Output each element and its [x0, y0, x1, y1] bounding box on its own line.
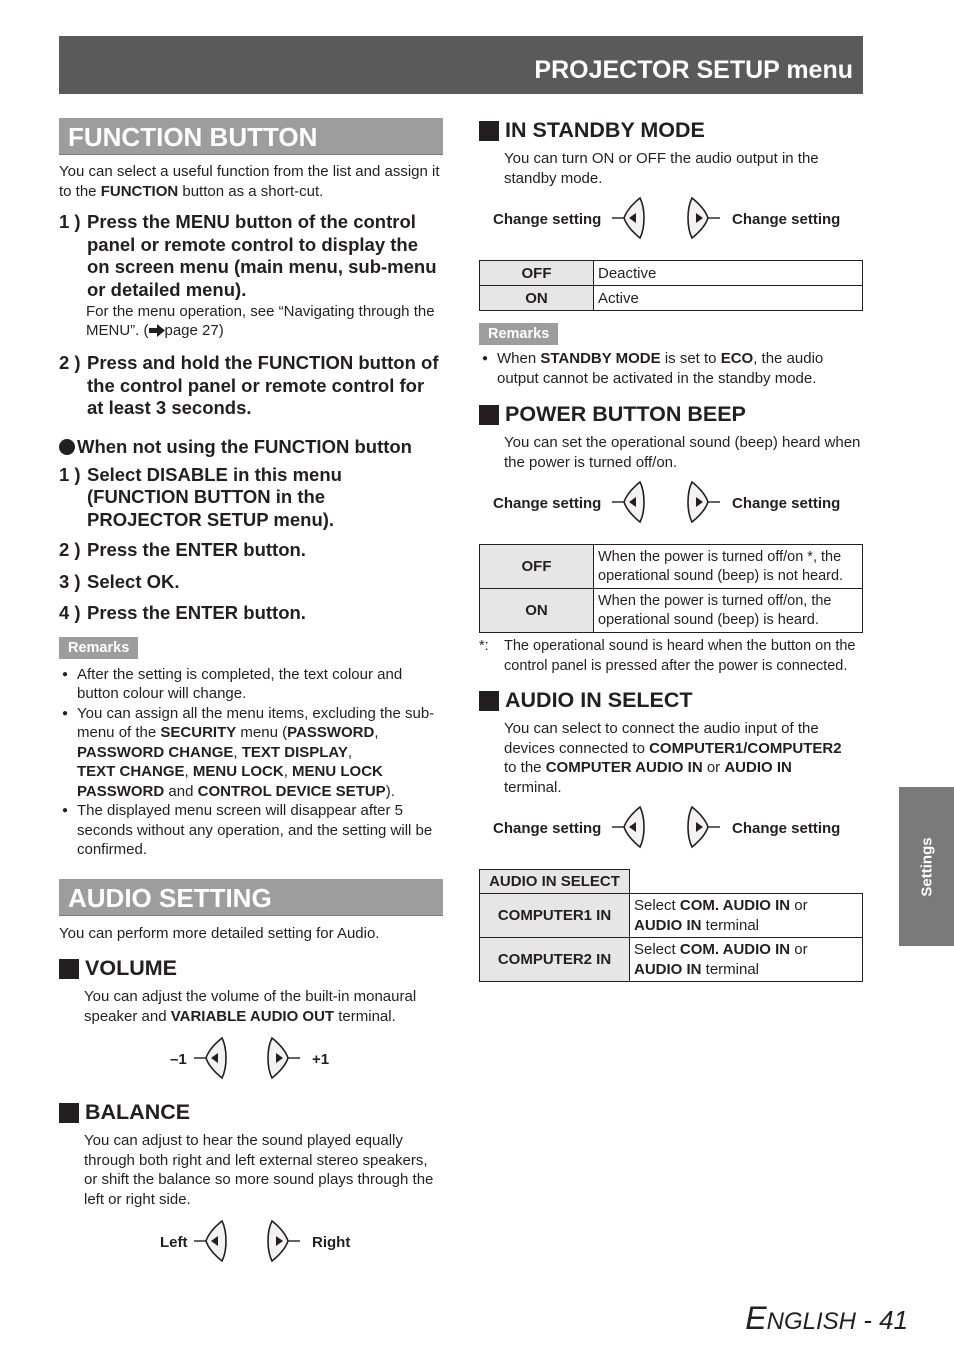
volume-desc	[84, 987, 443, 1026]
text: or	[790, 897, 808, 914]
in-standby-mode-desc: You can turn ON or OFF the audio output in the standby mode.	[504, 150, 819, 187]
step-number: 4 )	[59, 602, 81, 623]
footer-language: NGLISH	[766, 1308, 856, 1335]
power-button-beep-control	[479, 480, 863, 530]
step-text: Select DISABLE in this menu (FUNCTION BUTTON in the PROJECTOR SETUP menu).	[87, 463, 342, 530]
text: and	[164, 782, 198, 800]
power-button-beep-footnote	[479, 637, 863, 676]
in-standby-mode-table	[479, 260, 863, 311]
left-arrow-button-icon[interactable]	[194, 1036, 230, 1082]
text: to the	[504, 759, 546, 776]
power-button-beep-heading	[479, 402, 863, 427]
left-column	[59, 118, 443, 1269]
table-value-cell	[630, 894, 863, 938]
volume-title: VOLUME	[85, 956, 177, 980]
table-value-cell: When the power is turned off/on, the operational sound (beep) is heard.	[594, 589, 863, 633]
balance-title: BALANCE	[85, 1100, 191, 1124]
bold-text: COMPUTER1/COMPUTER2	[649, 739, 842, 757]
in-standby-mode-heading	[479, 118, 863, 143]
table-value-cell: When the power is turned off/on *, the operational sound (beep) is not heard.	[594, 545, 863, 589]
table-row	[480, 589, 863, 633]
balance-heading	[59, 1100, 443, 1125]
text: Select	[634, 897, 680, 914]
not-using-heading-text: When not using the FUNCTION button	[77, 435, 412, 457]
step-number: 3 )	[59, 570, 81, 592]
bold-text: CONTROL DEVICE SETUP	[197, 782, 386, 800]
change-setting-label: Change setting	[493, 495, 602, 512]
table-row	[480, 261, 863, 286]
square-bullet-icon	[479, 405, 499, 425]
page-header	[59, 36, 863, 94]
bold-text: TEXT CHANGE	[77, 763, 185, 780]
text: ).	[385, 782, 395, 800]
not-using-heading	[59, 436, 443, 458]
text: or	[790, 941, 808, 958]
balance-desc: You can adjust to hear the sound played equally through both right and left external stereo speakers, or shift the balance so more sound plays through the left or right side.	[84, 1132, 434, 1208]
balance-right-label: Right	[312, 1234, 351, 1251]
bold-text: COM. AUDIO IN	[679, 897, 791, 914]
text: is set to	[660, 350, 721, 367]
remark-item	[479, 349, 863, 388]
left-arrow-button-icon[interactable]	[194, 1219, 230, 1265]
table-value-cell	[630, 938, 863, 982]
bold-text: PASSWORD CHANGE	[77, 743, 234, 761]
note-text: page 27)	[164, 322, 224, 339]
bullet-icon: ●	[482, 353, 489, 364]
bullet-dot-icon	[59, 439, 75, 455]
square-bullet-icon	[479, 691, 499, 711]
table-key-cell: ON	[480, 589, 594, 633]
not-using-step-2	[59, 539, 443, 562]
square-bullet-icon	[479, 121, 499, 141]
audio-in-select-title: AUDIO IN SELECT	[505, 688, 693, 712]
text: When	[497, 350, 541, 367]
power-button-beep-table	[479, 544, 863, 633]
table-key-cell: COMPUTER1 IN	[480, 894, 630, 938]
bold-text: PASSWORD	[287, 724, 375, 741]
text: ,	[283, 763, 293, 780]
bold-text: STANDBY MODE	[540, 350, 661, 367]
remark-text	[77, 704, 443, 802]
right-arrow-button-icon[interactable]	[686, 805, 722, 851]
volume-plus-label: +1	[312, 1051, 330, 1068]
audio-setting-intro: You can perform more detailed setting for Audio.	[59, 924, 380, 942]
table-key-cell: OFF	[480, 545, 594, 589]
text: ,	[233, 743, 242, 761]
volume-control	[59, 1036, 443, 1086]
table-row	[480, 938, 863, 982]
text: menu (	[236, 724, 288, 741]
text: terminal.	[504, 778, 562, 796]
remarks-label: Remarks	[479, 323, 558, 345]
balance-control	[59, 1219, 443, 1269]
table-key-cell: OFF	[480, 261, 594, 286]
audio-in-select-control	[479, 805, 863, 855]
remark-item	[59, 704, 443, 802]
square-bullet-icon	[59, 959, 79, 979]
remarks-block	[59, 637, 443, 860]
footnote-mark: *:	[479, 638, 489, 654]
right-arrow-button-icon[interactable]	[686, 196, 722, 242]
step-1-note	[86, 302, 443, 342]
table-key-cell: ON	[480, 286, 594, 311]
function-button-title: FUNCTION BUTTON	[59, 118, 443, 155]
text: terminal	[701, 960, 760, 978]
volume-heading	[59, 956, 443, 981]
footer-page-number: - 41	[855, 1305, 908, 1335]
balance-left-label: Left	[160, 1234, 188, 1251]
text: You can assign all the menu items, excluding the sub-menu of the	[77, 704, 435, 741]
bold-text: MENU LOCK	[192, 763, 284, 780]
intro-bold: FUNCTION	[100, 182, 179, 200]
in-standby-mode-control	[479, 196, 863, 246]
text: terminal.	[334, 1007, 396, 1025]
step-number: 1 )	[59, 211, 81, 232]
bullet-icon: ●	[62, 668, 69, 680]
not-using-step-3	[59, 571, 443, 594]
table-row	[480, 894, 863, 938]
bold-text: SECURITY	[160, 724, 237, 741]
bold-text: COM. AUDIO IN	[679, 941, 791, 958]
bold-text: TEXT DISPLAY	[241, 743, 348, 761]
remark-text: The displayed menu screen will disappear after 5 seconds without any operation, and the setting will be confirmed.	[77, 802, 433, 858]
not-using-step-1	[59, 464, 443, 532]
right-arrow-button-icon[interactable]	[266, 1036, 302, 1082]
right-arrow-button-icon[interactable]	[686, 480, 722, 526]
text: You can select to connect the audio input of the devices connected to	[504, 720, 819, 757]
text: ,	[184, 763, 193, 780]
remark-text	[497, 349, 863, 388]
audio-in-select-desc	[504, 719, 863, 797]
table-empty-cell	[630, 870, 863, 894]
remark-item	[59, 801, 443, 860]
table-header-cell: AUDIO IN SELECT	[480, 870, 630, 894]
in-standby-mode-title: IN STANDBY MODE	[505, 118, 705, 142]
text: terminal	[701, 916, 760, 934]
step-text: Select OK.	[87, 570, 180, 592]
audio-setting-title: AUDIO SETTING	[59, 879, 443, 916]
page-footer	[745, 1300, 908, 1337]
power-button-beep-desc: You can set the operational sound (beep) heard when the power is turned off/on.	[504, 434, 861, 471]
function-button-intro	[59, 162, 443, 201]
table-value-cell: Active	[594, 286, 863, 311]
table-key-cell: COMPUTER2 IN	[480, 938, 630, 982]
step-text: Press the MENU button of the control panel or remote control to display the on screen menu (main menu, sub-menu or detailed menu).	[87, 211, 437, 300]
left-arrow-button-icon[interactable]	[612, 196, 648, 242]
text: Select	[634, 941, 680, 958]
audio-in-select-heading	[479, 688, 863, 713]
side-tab-label: Settings	[918, 836, 935, 897]
table-row	[480, 286, 863, 311]
step-text: Press the ENTER button.	[87, 602, 306, 623]
bold-text: ECO	[720, 350, 754, 367]
in-standby-mode-remarks	[479, 323, 863, 388]
footer-initial: E	[745, 1300, 767, 1336]
remark-item	[59, 665, 443, 704]
text: or	[702, 759, 725, 776]
left-arrow-button-icon[interactable]	[612, 480, 648, 526]
text: ,	[347, 743, 353, 761]
footnote-text: The operational sound is heard when the button on the control panel is pressed after the power is connected.	[504, 638, 856, 674]
step-number: 1 )	[59, 463, 81, 485]
bullet-icon: ●	[62, 707, 69, 719]
side-tab-settings[interactable]	[899, 787, 954, 946]
left-arrow-button-icon[interactable]	[612, 805, 648, 851]
bold-text: AUDIO IN	[724, 759, 792, 776]
table-row	[480, 545, 863, 589]
remarks-label: Remarks	[59, 637, 138, 659]
bold-text: AUDIO IN	[634, 960, 702, 978]
table-value-cell: Deactive	[594, 261, 863, 286]
volume-minus-label: –1	[170, 1051, 187, 1068]
audio-in-select-table	[479, 869, 863, 982]
bold-text: COMPUTER AUDIO IN	[545, 759, 703, 776]
step-text: Press the ENTER button.	[87, 539, 306, 560]
intro-text: You can select a useful function from the list and assign it to the	[59, 163, 440, 200]
not-using-step-4	[59, 602, 443, 625]
step-number: 2 )	[59, 352, 81, 373]
arrow-right-icon	[149, 323, 165, 342]
step-1	[59, 211, 443, 301]
step-2	[59, 352, 443, 420]
change-setting-label: Change setting	[493, 820, 602, 837]
step-number: 2 )	[59, 539, 81, 560]
page-header-title: PROJECTOR SETUP menu	[534, 56, 853, 84]
bold-text: AUDIO IN	[634, 916, 702, 934]
change-setting-label: Change setting	[732, 495, 841, 512]
table-header-row	[480, 870, 863, 894]
bold-text: VARIABLE AUDIO OUT	[170, 1007, 335, 1025]
step-text: Press and hold the FUNCTION button of the control panel or remote control for at least 3 seconds.	[87, 352, 439, 418]
right-column	[479, 114, 863, 982]
remark-text: After the setting is completed, the text colour and button colour will change.	[77, 665, 403, 702]
right-arrow-button-icon[interactable]	[266, 1219, 302, 1265]
bold-text: MENU LOCK PASSWORD	[77, 763, 383, 800]
note-text: For the menu operation, see “Navigating through the MENU”. (	[86, 303, 435, 339]
bullet-icon: ●	[62, 805, 69, 816]
square-bullet-icon	[59, 1103, 79, 1123]
change-setting-label: Change setting	[493, 211, 602, 228]
text: ,	[374, 724, 379, 741]
change-setting-label: Change setting	[732, 211, 841, 228]
text: , the audio output cannot be activated in the standby mode.	[497, 350, 824, 387]
intro-text: button as a short-cut.	[178, 182, 324, 200]
text: You can adjust the volume of the built-in monaural speaker and	[84, 988, 417, 1025]
change-setting-label: Change setting	[732, 820, 841, 837]
power-button-beep-title: POWER BUTTON BEEP	[505, 402, 746, 426]
